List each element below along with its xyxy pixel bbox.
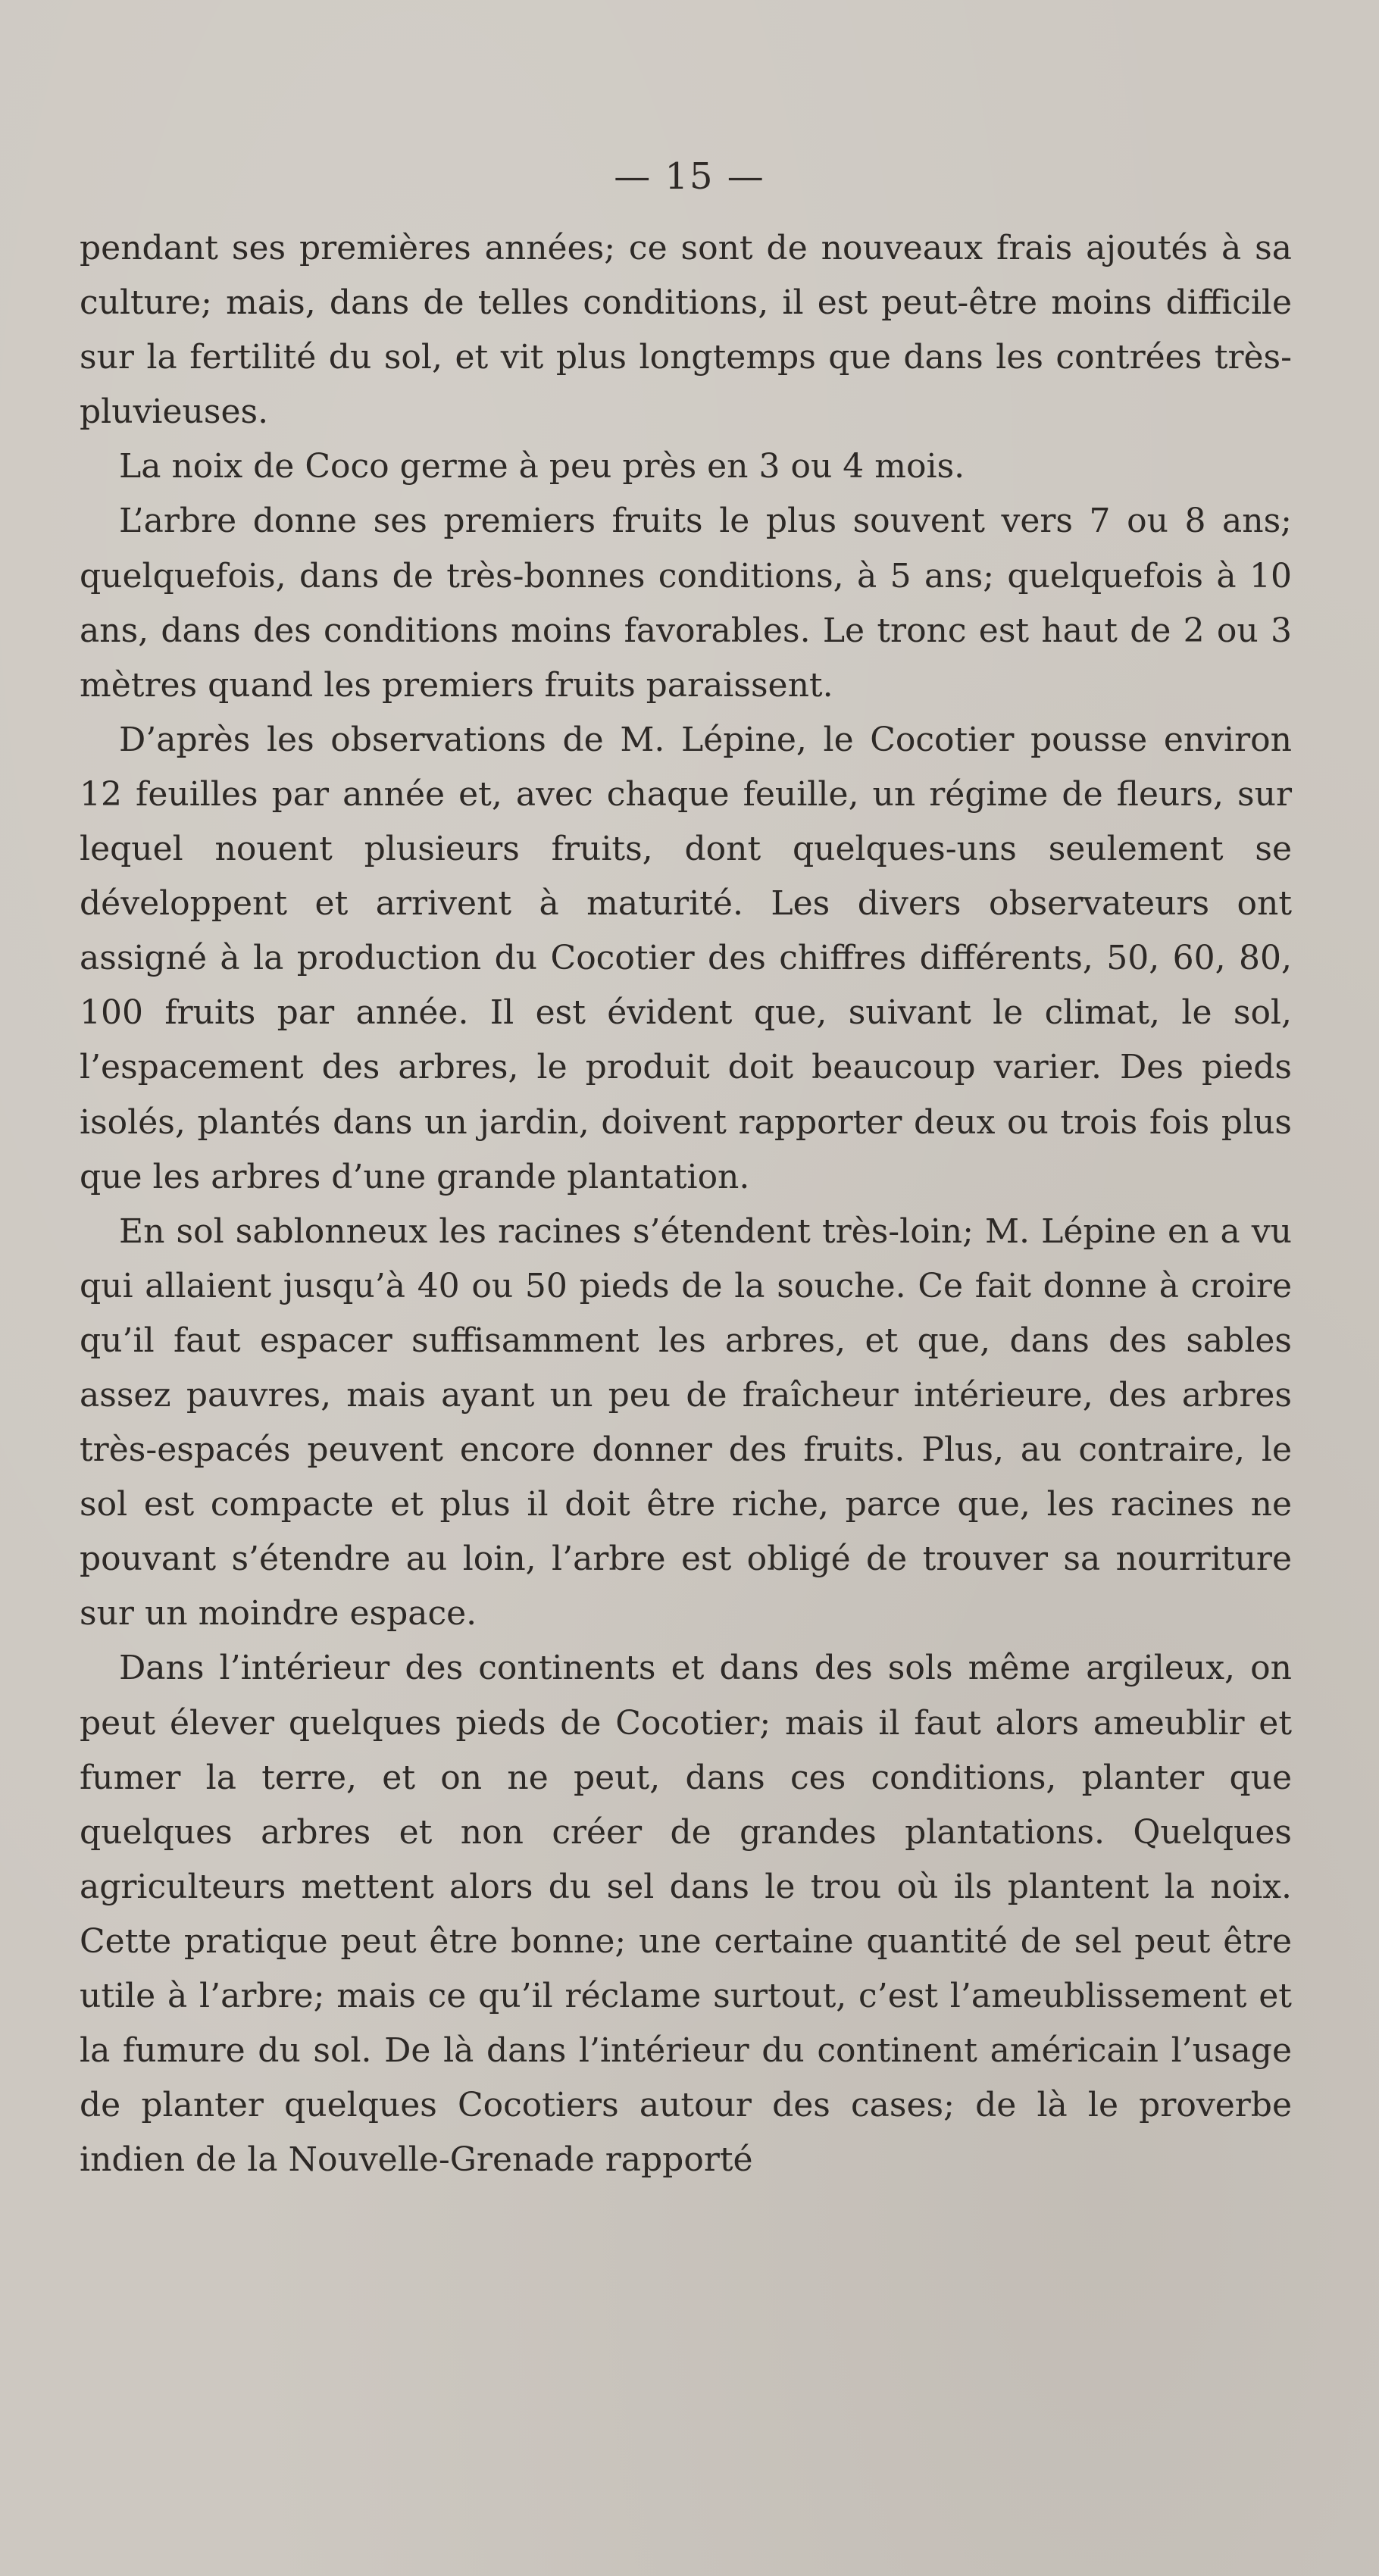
paragraph-continuation: pendant ses premières années; ce sont de nouveaux frais ajoutés à sa culture; mais, dans de telles conditions, il est peut-être moins difficile sur la fertilité du sol, et vit plus longtemps que dans les contrées très-pluvieuses. <box>80 229 1292 432</box>
paragraph-production: D’après les observations de M. Lépine, le Cocotier pousse environ 12 feuilles par année et, avec chaque feuille, un régime de fleurs, sur lequel nouent plusieurs fruits, dont quelques-uns seulement se développent et arrivent à maturité. Les divers observateurs ont assigné à la production du Cocotier des chiffres différents, 50, 60, 80, 100 fruits par année. Il est évident que, suivant le climat, le sol, l’espacement des arbres, le produit doit beaucoup varier. Des pieds isolés, plantés dans un jardin, doivent rapporter deux ou trois fois plus que les arbres d’une grande plantation. <box>80 720 1292 1196</box>
paragraph-roots: En sol sablonneux les racines s’étendent très-loin; M. Lépine en a vu qui allaient jusqu’à 40 ou 50 pieds de la souche. Ce fait donne à croire qu’il faut espacer suffisamment les arbres, et que, dans des sables assez pauvres, mais ayant un peu de fraîcheur intérieure, des arbres très-espacés peuvent encore donner des fruits. Plus, au contraire, le sol est compacte et plus il doit être riche, parce que, les racines ne pouvant s’étendre au loin, l’arbre est obligé de trouver sa nourriture sur un moindre espace. <box>80 1211 1292 1633</box>
body-text <box>80 221 1292 2187</box>
paragraph-interior-continents: Dans l’intérieur des continents et dans des sols même argileux, on peut élever quelques pieds de Cocotier; mais il faut alors ameublir et fumer la terre, et on ne peut, dans ces conditions, planter que quelques arbres et non créer de grandes plantations. Quelques agriculteurs mettent alors du sel dans le trou où ils plantent la noix. Cette pratique peut être bonne; une certaine quantité de sel peut être utile à l’arbre; mais ce qu’il réclame surtout, c’est l’ameublissement et la fumure du sol. De là dans l’intérieur du continent américain l’usage de planter quelques Cocotiers autour des cases; de là le proverbe indien de la Nouvelle-Grenade rapporté <box>80 1649 1292 2180</box>
page-number: — 15 — <box>614 155 765 198</box>
paragraph-germination: La noix de Coco germe à peu près en 3 ou 4 mois. <box>119 447 965 486</box>
paragraph-first-fruits: L’arbre donne ses premiers fruits le plus souvent vers 7 ou 8 ans; quelquefois, dans de très-bonnes conditions, à 5 ans; quelquefois à 10 ans, dans des conditions moins favorables. Le tronc est haut de 2 ou 3 mètres quand les premiers fruits paraissent. <box>80 502 1292 705</box>
